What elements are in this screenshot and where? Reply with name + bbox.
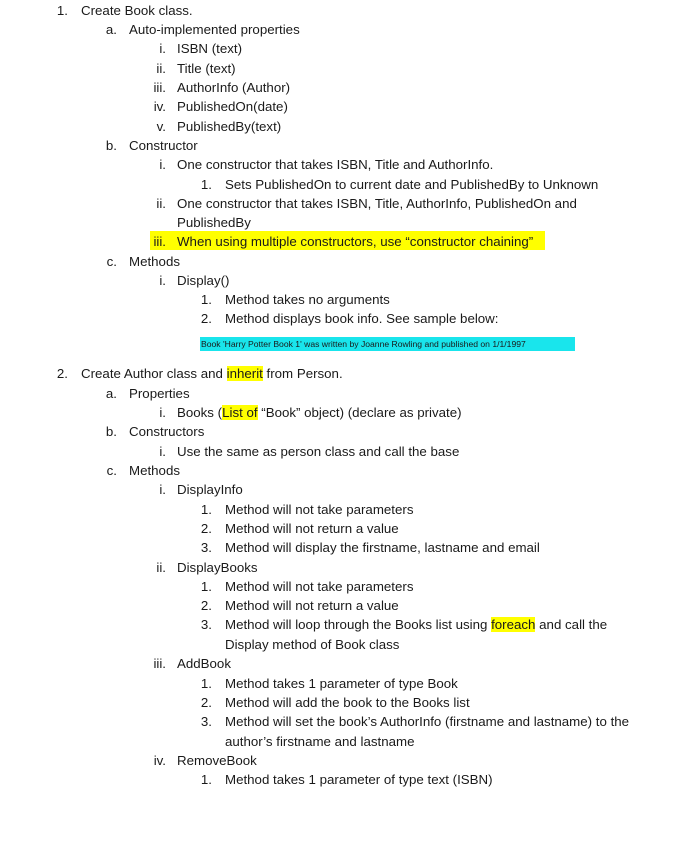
list-text: Method will add the book to the Books list: [225, 695, 470, 710]
list-marker: 3.: [200, 617, 212, 632]
list-text: Auto-implemented properties: [129, 22, 300, 37]
list-text: Constructors: [129, 424, 205, 439]
list-text: Title (text): [177, 61, 236, 76]
list-text: Sets PublishedOn to current date and PublishedBy to Unknown: [225, 177, 599, 192]
list-marker: 1.: [200, 502, 212, 517]
text-segment: and call the: [535, 617, 608, 632]
list-marker: iii.: [153, 656, 166, 671]
list-text: Method will not return a value: [225, 521, 399, 536]
list-marker: i.: [159, 405, 166, 420]
list-text: Method displays book info. See sample below:: [225, 311, 499, 326]
list-marker: c.: [106, 463, 117, 478]
list-text: DisplayBooks: [177, 560, 258, 575]
list-text: AddBook: [177, 656, 231, 671]
list-marker: a.: [105, 386, 117, 401]
section-title: Create Book class.: [81, 3, 193, 18]
list-marker: iv.: [153, 99, 166, 114]
highlighted-text: inherit: [226, 366, 263, 381]
list-marker: 2.: [56, 366, 68, 381]
list-marker: i.: [159, 41, 166, 56]
list-text: Method will not take parameters: [225, 579, 414, 594]
list-marker: 2.: [200, 695, 212, 710]
list-marker: i.: [159, 444, 166, 459]
list-text: One constructor that takes ISBN, Title, AuthorInfo, PublishedOn and: [177, 196, 577, 211]
list-marker: 1.: [200, 292, 212, 307]
list-text: RemoveBook: [177, 753, 257, 768]
list-marker: ii.: [156, 61, 166, 76]
list-marker: 2.: [200, 311, 212, 326]
list-text: ISBN (text): [177, 41, 243, 56]
list-marker: 3.: [200, 714, 212, 729]
list-marker: iii.: [153, 80, 166, 95]
list-text: Method takes 1 parameter of type text (ISBN): [225, 772, 493, 787]
list-marker: a.: [105, 22, 117, 37]
list-text: Method takes 1 parameter of type Book: [225, 676, 458, 691]
list-marker: 1.: [200, 676, 212, 691]
list-marker: 1.: [56, 3, 68, 18]
list-text: AuthorInfo (Author): [177, 80, 291, 95]
list-marker: b.: [105, 424, 117, 439]
list-marker: iii.: [153, 234, 166, 249]
title-text: from Person.: [262, 366, 343, 381]
list-marker: 3.: [200, 540, 212, 555]
list-marker: v.: [156, 119, 166, 134]
list-marker: i.: [159, 157, 166, 172]
highlighted-text: foreach: [491, 617, 536, 632]
list-marker: i.: [159, 273, 166, 288]
list-text: Use the same as person class and call the base: [177, 444, 460, 459]
list-text: PublishedBy: [177, 215, 251, 230]
list-text: PublishedOn(date): [177, 99, 288, 114]
list-text: Method takes no arguments: [225, 292, 390, 307]
list-text: When using multiple constructors, use “constructor chaining”: [177, 234, 534, 249]
list-text: Display method of Book class: [225, 637, 400, 652]
list-text: Method will not take parameters: [225, 502, 414, 517]
list-text: Methods: [129, 463, 180, 478]
highlighted-text: List of: [222, 405, 258, 420]
list-text: Method will display the firstname, lastname and email: [225, 540, 540, 555]
text-segment: Method will loop through the Books list using: [225, 617, 492, 632]
list-text: Properties: [129, 386, 190, 401]
list-text: Method will set the book’s AuthorInfo (firstname and lastname) to the: [225, 714, 630, 729]
list-text: Methods: [129, 254, 180, 269]
text-segment: Books (: [177, 405, 223, 420]
list-text: Display(): [177, 273, 230, 288]
title-text: Create Author class and: [81, 366, 227, 381]
list-text: [177, 403, 462, 422]
list-marker: 2.: [200, 521, 212, 536]
list-text: Method will not return a value: [225, 598, 399, 613]
text-segment: “Book” object) (declare as private): [257, 405, 462, 420]
list-marker: b.: [105, 138, 117, 153]
sample-output: Book 'Harry Potter Book 1' was written by Joanne Rowling and published on 1/1/1997: [200, 337, 575, 351]
list-marker: ii.: [156, 560, 166, 575]
list-marker: ii.: [156, 196, 166, 211]
list-marker: 1.: [200, 772, 212, 787]
list-text: Constructor: [129, 138, 198, 153]
list-marker: 2.: [200, 598, 212, 613]
list-marker: i.: [159, 482, 166, 497]
list-marker: c.: [106, 254, 117, 269]
list-text: DisplayInfo: [177, 482, 243, 497]
list-text: PublishedBy(text): [177, 119, 282, 134]
list-marker: 1.: [200, 177, 212, 192]
list-marker: 1.: [200, 579, 212, 594]
list-text: [225, 615, 607, 634]
list-marker: iv.: [153, 753, 166, 768]
list-text: One constructor that takes ISBN, Title and AuthorInfo.: [177, 157, 494, 172]
section-title: [81, 364, 343, 383]
list-text: author’s firstname and lastname: [225, 734, 415, 749]
